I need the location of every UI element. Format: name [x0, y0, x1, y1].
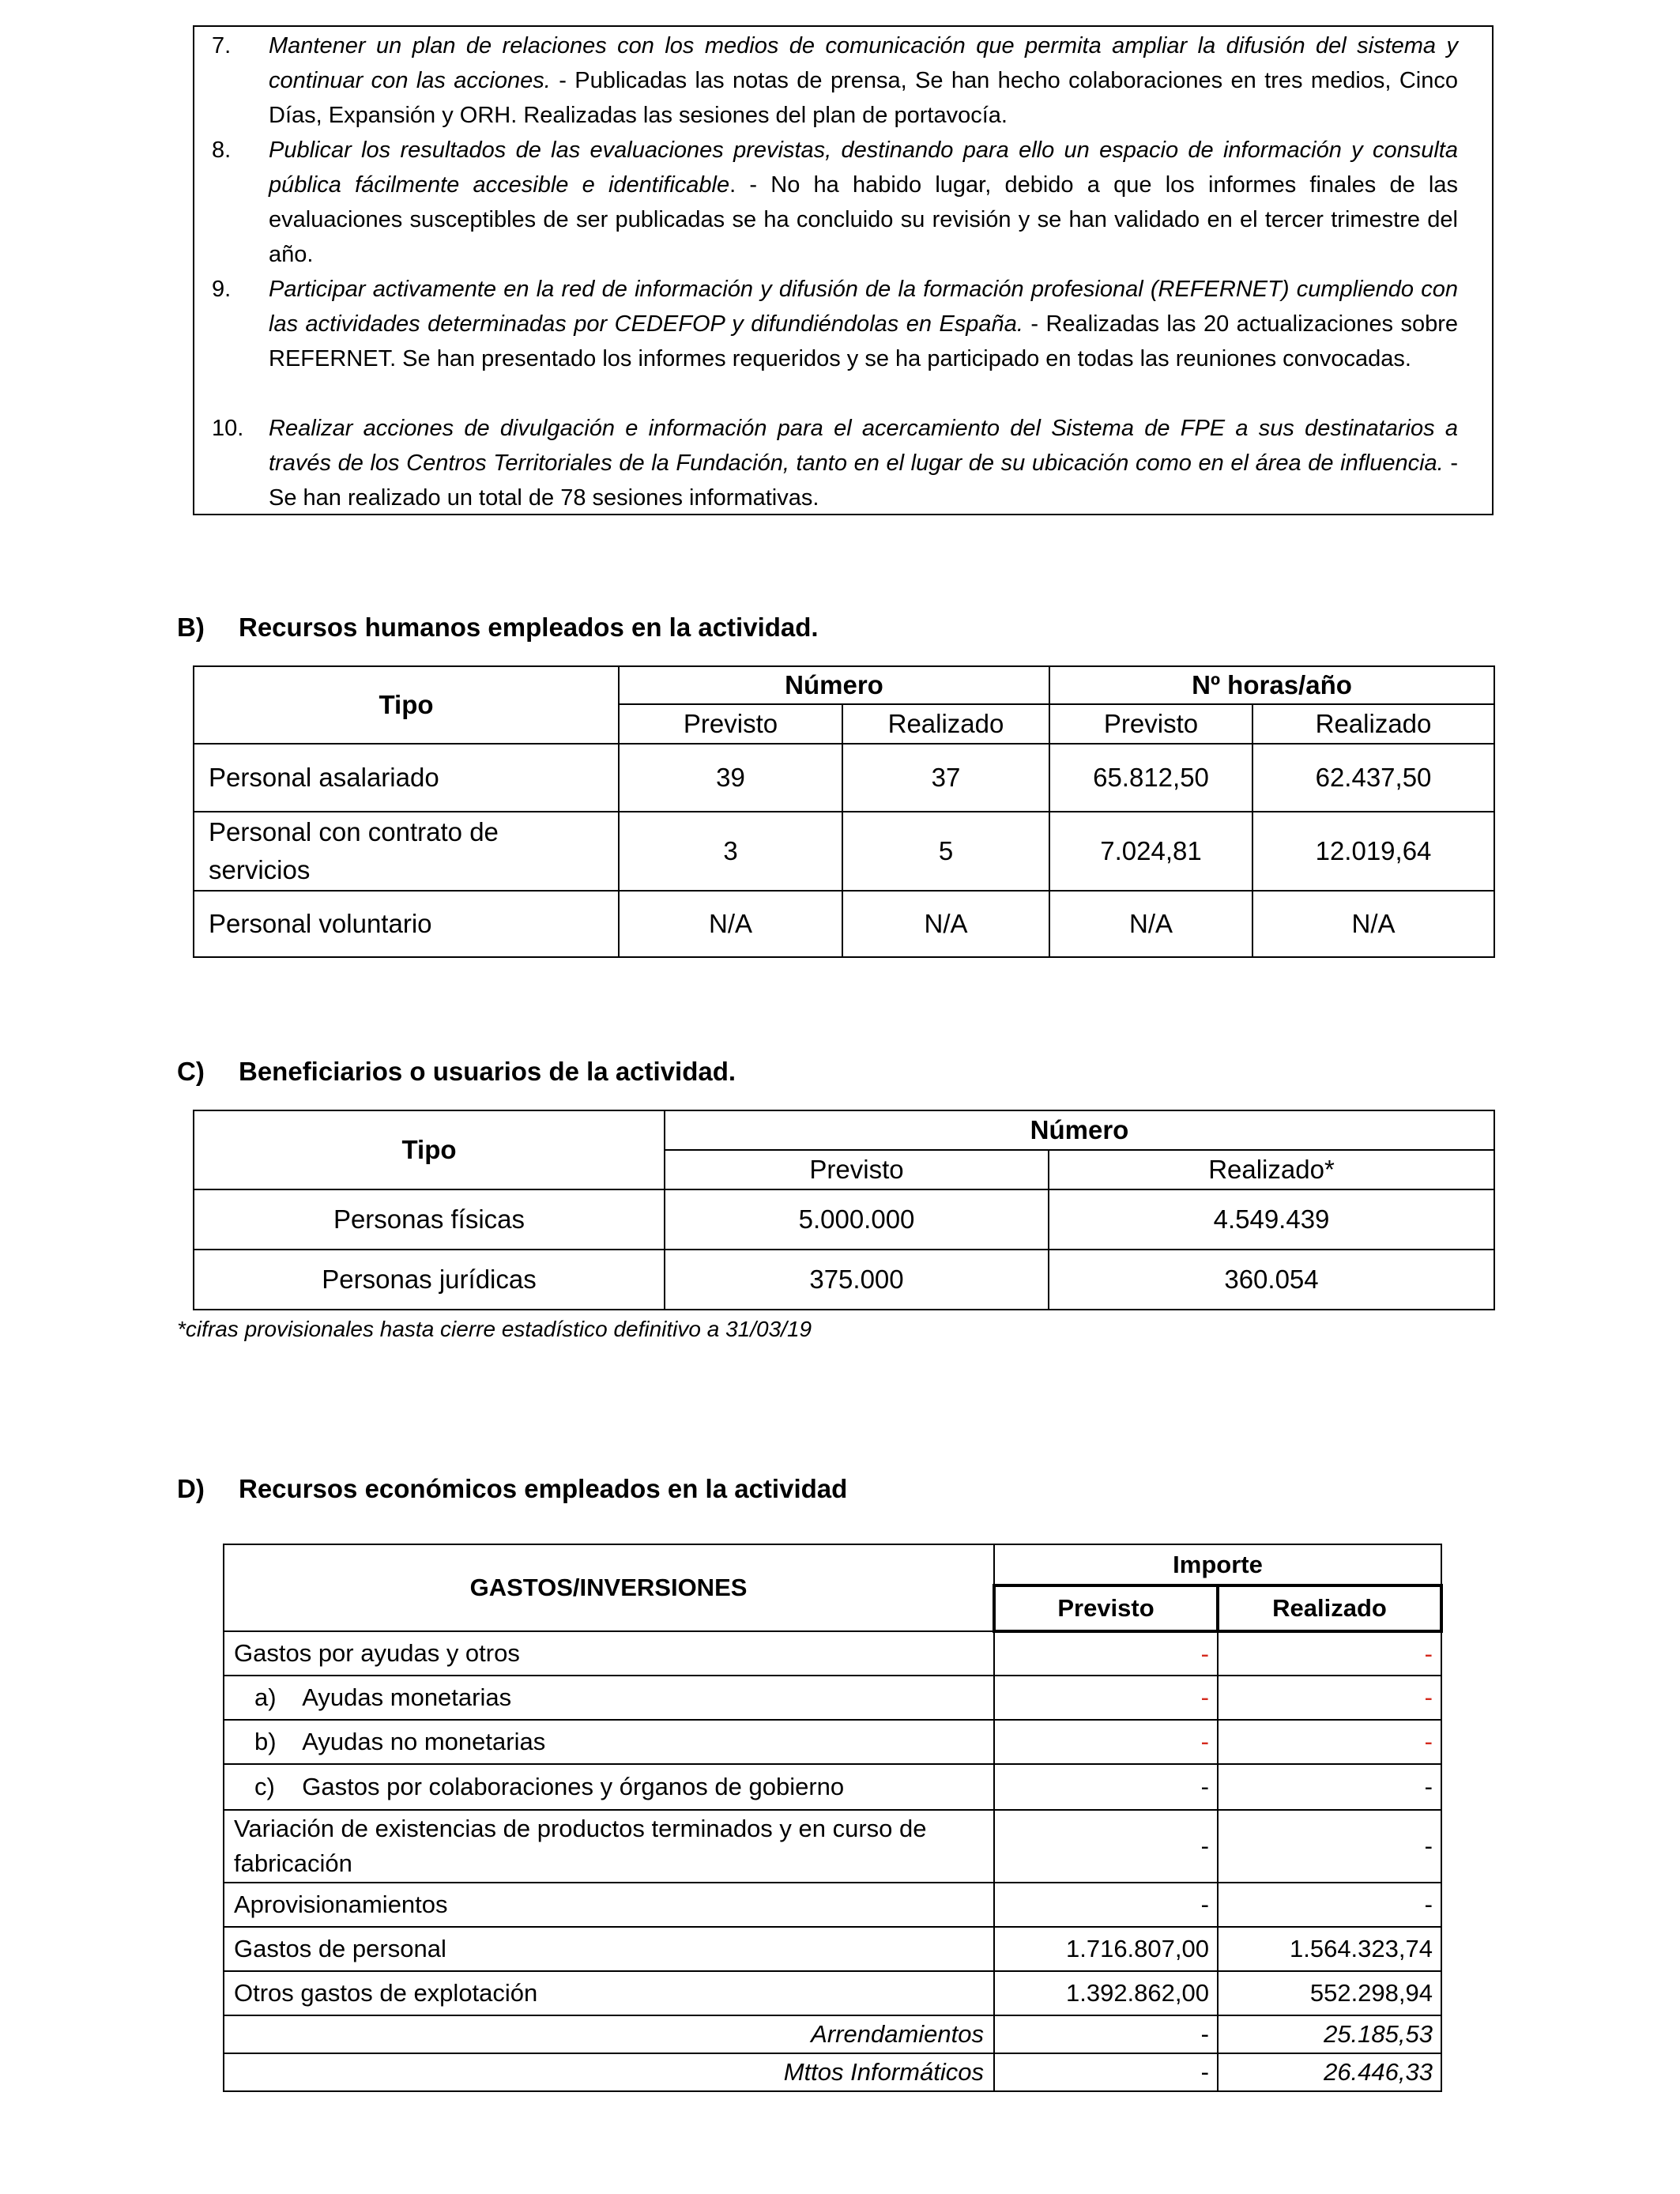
objective-title: Realizar acciones de divulgación e información para el acercamiento del Sistema de FPE a sus destinatarios a través de los Centros Territoriales de la Fundación, tanto en el lugar de su ubicación como en el área de influencia. [269, 416, 1458, 476]
cell-realizado: - [1218, 1720, 1441, 1764]
cell-previsto: 1.392.862,00 [994, 1971, 1218, 2015]
cell-realizado: 552.298,94 [1218, 1971, 1441, 2015]
row-tipo: Personal asalariado [194, 744, 619, 812]
table-header-row [224, 1544, 1441, 1585]
cell-realizado: - [1218, 1631, 1441, 1676]
cell-horas-realizado: N/A [1252, 891, 1494, 957]
row-label: Arrendamientos [224, 2015, 994, 2053]
row-label: b) Ayudas no monetarias [224, 1720, 994, 1764]
section-b-heading [177, 612, 819, 643]
cell-num-previsto: 3 [619, 812, 842, 891]
header-realizado: Realizado [1218, 1585, 1441, 1631]
table-row [194, 744, 1494, 812]
objective-item-7 [212, 28, 1458, 133]
table-row [194, 891, 1494, 957]
cell-realizado: 360.054 [1049, 1250, 1494, 1310]
table-row [224, 1631, 1441, 1676]
cell-previsto: 5.000.000 [665, 1189, 1049, 1250]
row-label: Gastos por ayudas y otros [224, 1631, 994, 1676]
section-title: Recursos económicos empleados en la actividad [239, 1474, 848, 1503]
objective-item-8 [212, 133, 1459, 272]
cell-realizado: - [1218, 1676, 1441, 1720]
header-importe: Importe [994, 1544, 1441, 1585]
section-title: Recursos humanos empleados en la actividad. [239, 613, 819, 642]
row-tipo: Personal voluntario [194, 891, 619, 957]
section-d-heading [177, 1473, 847, 1505]
cell-previsto: - [994, 1764, 1218, 1810]
cell-horas-previsto: 65.812,50 [1049, 744, 1252, 812]
section-c-heading [177, 1056, 736, 1088]
cell-num-previsto: N/A [619, 891, 842, 957]
objective-title: Participar activamente en la red de información y difusión de la formación profesional (REFERNET) cumpliendo con las actividades determinadas por CEDEFOP y difundiéndolas en España. [269, 277, 1458, 337]
section-letter: B) [177, 613, 205, 642]
header-previsto: Previsto [1049, 704, 1252, 744]
cell-horas-realizado: 62.437,50 [1252, 744, 1494, 812]
objective-number: 10. [212, 416, 244, 441]
table-row [224, 2015, 1441, 2053]
header-previsto: Previsto [619, 704, 842, 744]
table-row [224, 1810, 1441, 1883]
row-tipo: Personas jurídicas [194, 1250, 665, 1310]
header-previsto: Previsto [994, 1585, 1218, 1631]
table-row [194, 812, 1494, 891]
objective-number: 9. [212, 277, 232, 302]
table-row [224, 1883, 1441, 1927]
table-row [224, 2053, 1441, 2091]
cell-num-realizado: 37 [842, 744, 1049, 812]
table-row [194, 1189, 1494, 1250]
header-tipo: Tipo [194, 1110, 665, 1189]
section-title: Beneficiarios o usuarios de la actividad. [239, 1057, 736, 1086]
footnote: *cifras provisionales hasta cierre estadístico definitivo a 31/03/19 [177, 1317, 812, 1341]
objective-number: 8. [212, 138, 232, 163]
objective-status: - Realizadas las 20 actualizaciones sobre REFERNET. Se han presentado los informes requeridos y se ha participado en todas las reuniones convocadas. [269, 311, 1458, 371]
objective-status: - Publicadas las notas de prensa, Se han hecho colaboraciones en tres medios, Cinco Días, Expansión y ORH. Realizadas las sesiones del plan de portavocía. [269, 68, 1458, 128]
cell-realizado: - [1218, 1883, 1441, 1927]
human-resources-table [193, 665, 1495, 958]
row-tipo: Personal con contrato de servicios [194, 812, 619, 891]
cell-previsto: - [994, 1810, 1218, 1883]
cell-realizado: - [1218, 1764, 1441, 1810]
table-row [224, 1927, 1441, 1971]
row-label: Mttos Informáticos [224, 2053, 994, 2091]
header-gastos: GASTOS/INVERSIONES [224, 1544, 994, 1631]
cell-previsto: - [994, 2015, 1218, 2053]
cell-previsto: - [994, 2053, 1218, 2091]
header-realizado: Realizado* [1049, 1150, 1494, 1189]
table-row [194, 1250, 1494, 1310]
section-letter: C) [177, 1057, 205, 1086]
table-row [224, 1676, 1441, 1720]
header-numero: Número [665, 1110, 1494, 1150]
objective-item-10 [212, 411, 1459, 515]
objective-status: - Se han realizado un total de 78 sesiones informativas. [269, 450, 1459, 511]
header-previsto: Previsto [665, 1150, 1049, 1189]
table-header-row [194, 1110, 1494, 1150]
cell-realizado: 25.185,53 [1218, 2015, 1441, 2053]
table-header-row [194, 666, 1494, 704]
cell-num-realizado: N/A [842, 891, 1049, 957]
objective-item-9 [212, 272, 1458, 376]
cell-previsto: - [994, 1676, 1218, 1720]
row-label: Aprovisionamientos [224, 1883, 994, 1927]
cell-horas-previsto: N/A [1049, 891, 1252, 957]
cell-previsto: 1.716.807,00 [994, 1927, 1218, 1971]
header-numero: Número [619, 666, 1049, 704]
beneficiaries-table [193, 1110, 1495, 1310]
cell-realizado: - [1218, 1810, 1441, 1883]
section-letter: D) [177, 1474, 205, 1503]
objective-status: . - No ha habido lugar, debido a que los informes finales de las evaluaciones susceptibles de ser publicadas se ha concluido su revisión y se han validado en el tercer trimestre del año. [269, 172, 1459, 267]
cell-realizado: 26.446,33 [1218, 2053, 1441, 2091]
table-row [224, 1764, 1441, 1810]
cell-horas-previsto: 7.024,81 [1049, 812, 1252, 891]
economic-resources-table [223, 1544, 1443, 2092]
cell-previsto: - [994, 1720, 1218, 1764]
cell-num-previsto: 39 [619, 744, 842, 812]
row-label: c) Gastos por colaboraciones y órganos de gobierno [224, 1764, 994, 1810]
cell-realizado: 1.564.323,74 [1218, 1927, 1441, 1971]
objectives-box [193, 25, 1494, 515]
header-realizado: Realizado [1252, 704, 1494, 744]
table-row [224, 1971, 1441, 2015]
cell-num-realizado: 5 [842, 812, 1049, 891]
objective-title: Publicar los resultados de las evaluaciones previstas, destinando para ello un espacio de información y consulta pública fácilmente accesible e identificable [269, 138, 1458, 198]
row-tipo: Personas físicas [194, 1189, 665, 1250]
header-horas: Nº horas/año [1049, 666, 1494, 704]
cell-realizado: 4.549.439 [1049, 1189, 1494, 1250]
row-label: Variación de existencias de productos terminados y en curso de fabricación [224, 1810, 994, 1883]
cell-horas-realizado: 12.019,64 [1252, 812, 1494, 891]
row-label: Gastos de personal [224, 1927, 994, 1971]
header-tipo: Tipo [194, 666, 619, 744]
cell-previsto: 375.000 [665, 1250, 1049, 1310]
cell-previsto: - [994, 1631, 1218, 1676]
row-label: Otros gastos de explotación [224, 1971, 994, 2015]
cell-previsto: - [994, 1883, 1218, 1927]
row-label: a) Ayudas monetarias [224, 1676, 994, 1720]
table-row [224, 1720, 1441, 1764]
objective-number: 7. [212, 33, 232, 58]
objective-title: Mantener un plan de relaciones con los medios de comunicación que permita ampliar la difusión del sistema y continuar con las acciones. [269, 33, 1458, 93]
header-realizado: Realizado [842, 704, 1049, 744]
